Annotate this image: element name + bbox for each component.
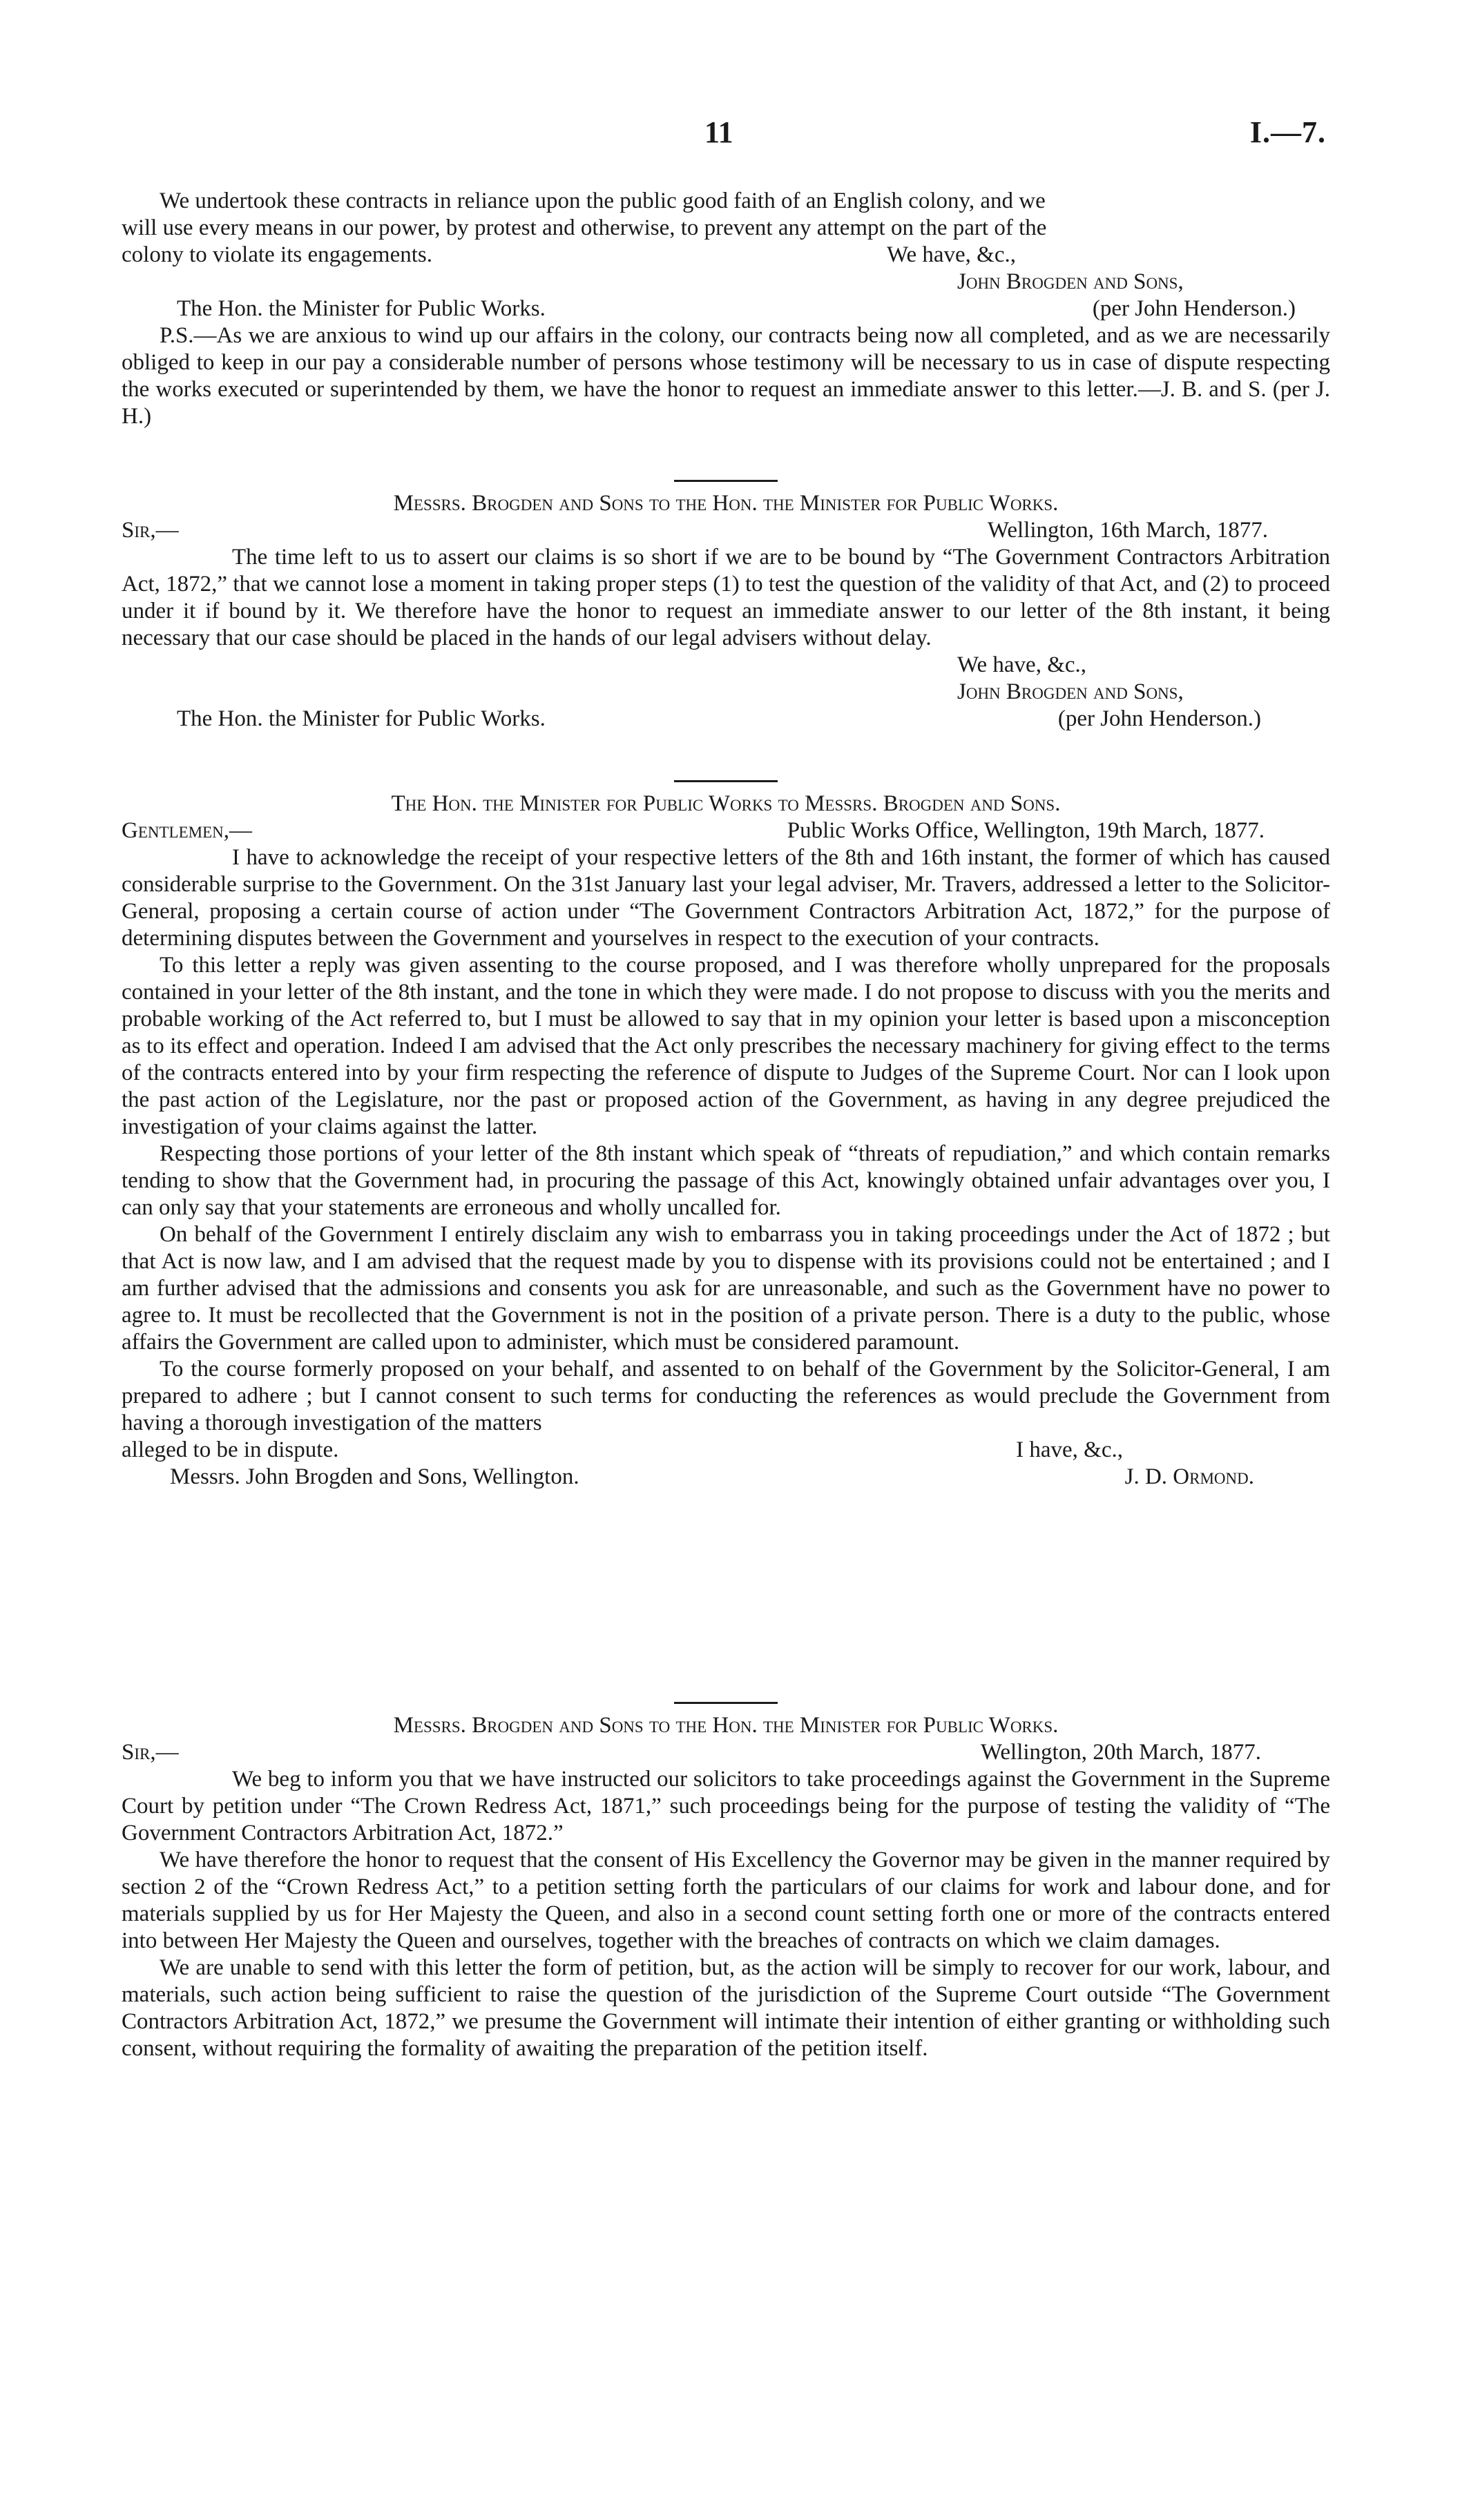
paragraph: Respecting those portions of your letter of the 8th instant which speak of “threats of repudiation,” and which contain remarks tending to show that the Government had, in procuring the passage of this Act, knowingly obtained unfair advantages over you, I can only say that your statements are erroneous and wholly uncalled for. xyxy=(122,1141,1330,1220)
letter-19-march xyxy=(122,780,1330,1491)
postscript: P.S.—As we are anxious to wind up our affairs in the colony, our contracts being now all completed, and as we are necessarily obliged to keep in our pay a considerable number of persons whose testimony will be necessary to us in case of dispute respecting the works executed or superintended by them, we have the honor to request an immediate answer to this letter.—J. B. and S. (per J. H.) xyxy=(122,323,1330,429)
salutation: Sir,— xyxy=(122,1740,179,1765)
letter-date: Wellington, 16th March, 1877. xyxy=(987,518,1268,543)
paragraph: The time left to us to assert our claims is so short if we are to be bound by “The Government Contractors Arbitration Act, 1872,” that we cannot lose a moment in taking proper steps (1) to test the question of the validity of that Act, and (2) to proceed under it if bound by it. We therefore have the honor to request an immediate answer to our letter of the 8th instant, it being necessary that our case should be placed in the hands of our legal advisers without delay. xyxy=(122,545,1330,650)
salutation-line xyxy=(122,517,1330,544)
paragraph-end: alleged to be in dispute. xyxy=(122,1437,339,1462)
letter-heading: Messrs. Brogden and Sons to the Hon. the Minister for Public Works. xyxy=(393,491,1059,516)
paragraph: I have to acknowledge the receipt of your respective letters of the 8th and 16th instant, the former of which has caused considerable surprise to the Government. On the 31st January last your legal adviser, Mr. Travers, addressed a letter to the Solicitor-General, proposing a certain course of action under “The Government Contractors Arbitration Act, 1872,” for the purpose of determining disputes between the Government and yourselves in respect to the execution of your contracts. xyxy=(122,845,1330,951)
letter-date: Wellington, 20th March, 1877. xyxy=(980,1740,1261,1765)
paragraph: To this letter a reply was given assenting to the course proposed, and I was therefore wholly unprepared for the proposals contained in your letter of the 8th instant, and the tone in which they were made. I do not propose to discuss with you the merits and probable working of the Act referred to, but I must be allowed to say that in my opinion your letter is based upon a misconception as to its effect and operation. Indeed I am advised that the Act only prescribes the necessary machinery for giving effect to the terms of the contracts entered into by your firm respecting the reference of dispute to Judges of the Supreme Court. Nor can I look upon the past action of the Legislature, nor the past or proposed action of the Government, as having in any degree prejudiced the investigation of your claims against the latter. xyxy=(122,953,1330,1139)
divider xyxy=(674,1702,778,1704)
letter-heading: The Hon. the Minister for Public Works to Messrs. Brogden and Sons. xyxy=(391,791,1061,816)
addressee: The Hon. the Minister for Public Works. xyxy=(177,706,546,731)
addressee: Messrs. John Brogden and Sons, Wellington. xyxy=(170,1464,579,1489)
paragraph: We beg to inform you that we have instructed our solicitors to take proceedings against the Government in the Supreme Court by petition under “The Crown Redress Act, 1871,” such proceedings being for the purpose of testing the validity of “The Government Contractors Arbitration Act, 1872.” xyxy=(122,1767,1330,1845)
salutation-line xyxy=(122,817,1330,844)
document-reference: I.—7. xyxy=(1249,115,1326,149)
closing-line xyxy=(122,242,1330,269)
page-number: 11 xyxy=(704,115,733,149)
letter-20-march xyxy=(122,1702,1330,2062)
signatory: John Brogden and Sons, xyxy=(957,679,1184,704)
letter-continuation xyxy=(122,188,1330,430)
addressee-line xyxy=(122,706,1330,733)
addressee: The Hon. the Minister for Public Works. xyxy=(177,296,546,321)
divider xyxy=(674,480,778,482)
addressee-line xyxy=(122,1464,1330,1491)
letter-heading: Messrs. Brogden and Sons to the Hon. the Minister for Public Works. xyxy=(393,1713,1059,1738)
paragraph-end: colony to violate its engagements. xyxy=(122,242,432,267)
closing-line xyxy=(122,1437,1330,1464)
closing: I have, &c., xyxy=(1016,1437,1123,1462)
paragraph: We are unable to send with this letter the form of petition, but, as the action will be simply to recover for our work, labour, and materials, such action being sufficient to raise the question of the jurisdiction of the Supreme Court outside “The Government Contractors Arbitration Act, 1872,” we presume the Government will intimate their intention of either granting or withholding such consent, without requiring the formality of awaiting the preparation of the petition itself. xyxy=(122,1955,1330,2061)
signatory: John Brogden and Sons, xyxy=(957,269,1184,294)
paragraph: We have therefore the honor to request that the consent of His Excellency the Governor may be given in the manner required by section 2 of the “Crown Redress Act,” to a petition setting forth the particulars of our claims for work and labour done, and for materials supplied by us for Her Majesty the Queen, and also in a second count setting forth one or more of the contracts entered into between Her Majesty the Queen and ourselves, together with the breaches of contracts on which we claim damages. xyxy=(122,1848,1330,1953)
letter-date: Public Works Office, Wellington, 19th March, 1877. xyxy=(787,818,1265,843)
divider xyxy=(674,780,778,782)
salutation: Sir,— xyxy=(122,518,179,543)
paragraph: We undertook these contracts in reliance upon the public good faith of an English colony, and we xyxy=(160,188,1046,213)
letter-16-march xyxy=(122,480,1330,733)
salutation: Gentlemen,— xyxy=(122,818,252,843)
per-signature: (per John Henderson.) xyxy=(1057,706,1261,731)
paragraph: On behalf of the Government I entirely disclaim any wish to embarrass you in taking proceedings under the Act of 1872 ; but that Act is now law, and I am advised that the request made by you to dispense with its provisions could not be entertained ; and I am further advised that the admissions and consents you ask for are unreasonable, and such as the Government have no power to agree to. It must be recollected that the Government is not in the position of a private person. There is a duty to the public, whose affairs the Government are called upon to administer, which must be considered paramount. xyxy=(122,1222,1330,1355)
addressee-line xyxy=(122,295,1330,322)
paragraph: will use every means in our power, by protest and otherwise, to prevent any attempt on the part of the xyxy=(122,215,1047,240)
paragraph: To the course formerly proposed on your behalf, and assented to on behalf of the Government by the Solicitor-General, I am prepared to adhere ; but I cannot consent to such terms for conducting the references as would preclude the Government from having a thorough investigation of the matters xyxy=(122,1357,1330,1435)
per-signature: (per John Henderson.) xyxy=(1092,296,1296,321)
signatory: J. D. Ormond. xyxy=(1124,1464,1254,1489)
salutation-line xyxy=(122,1739,1330,1766)
closing: We have, &c., xyxy=(886,242,1016,267)
closing: We have, &c., xyxy=(957,652,1087,677)
